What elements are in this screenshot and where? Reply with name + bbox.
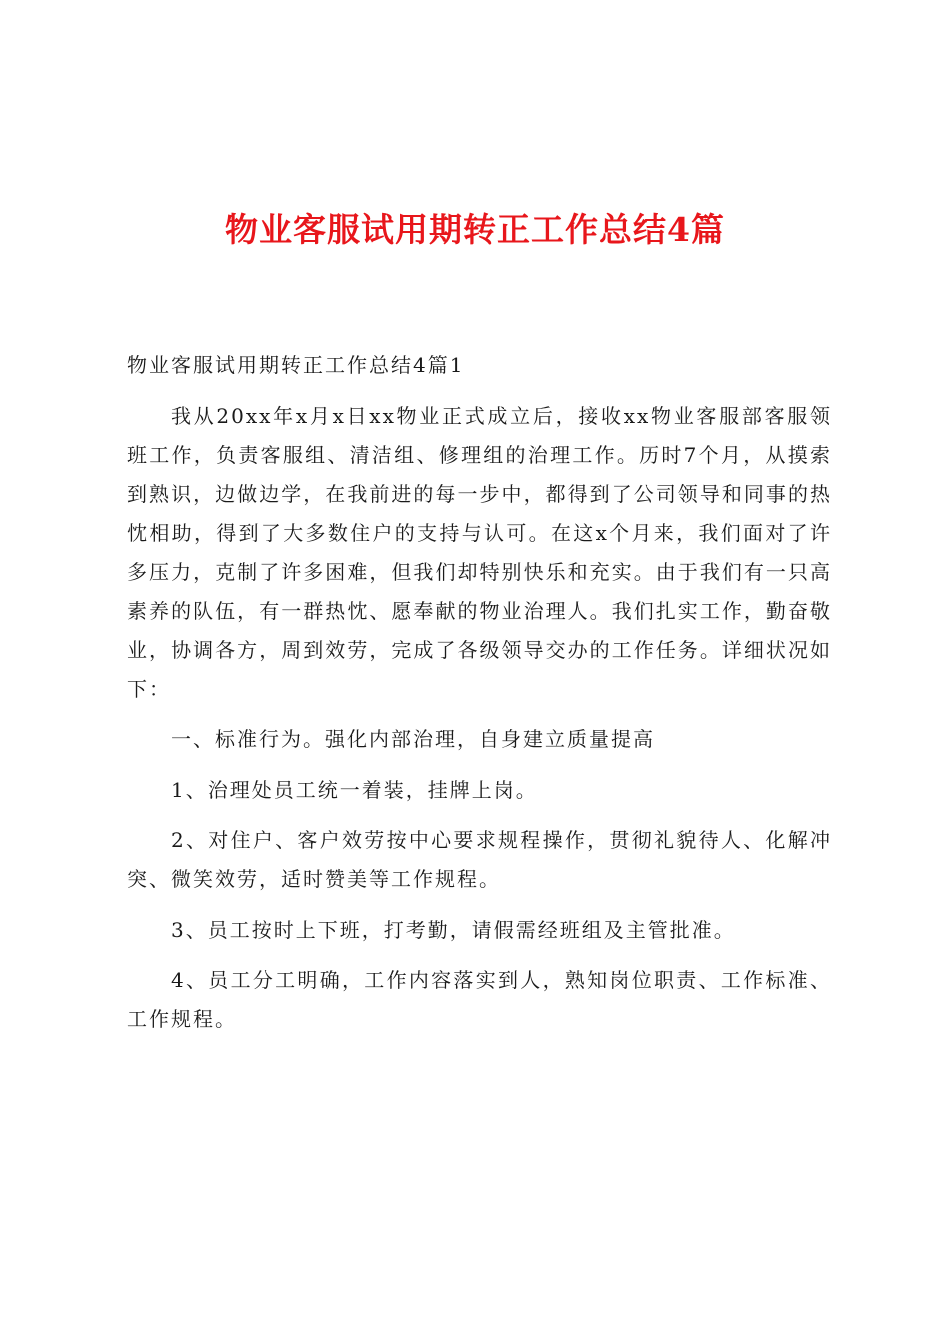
paragraph-item-2: 2、对住户、客户效劳按中心要求规程操作，贯彻礼貌待人、化解冲突、微笑效劳，适时赞美等工作规程。 bbox=[127, 828, 832, 891]
paragraph-item-heading: 一、标准行为。强化内部治理，自身建立质量提高 bbox=[171, 727, 655, 751]
paragraph-intro: 我从20xx年x月x日xx物业正式成立后，接收xx物业客服部客服领班工作，负责客服组、清洁组、修理组的治理工作。历时7个月，从摸索到熟识，边做边学，在我前进的每一步中，都得到了公司领导和同事的热忱相助，得到了大多数住户的支持与认可。在这x个月来，我们面对了许多压力，克制了许多困难，但我们却特别快乐和充实。由于我们有一只高素养的队伍，有一群热忱、愿奉献的物业治理人。我们扎实工作，勤奋敬业，协调各方，周到效劳，完成了各级领导交办的工作任务。详细状况如下： bbox=[127, 403, 832, 701]
paragraph-item-1: 1、治理处员工统一着装，挂牌上岗。 bbox=[171, 777, 538, 802]
paragraph-item-4: 4、员工分工明确，工作内容落实到人，熟知岗位职责、工作标准、工作规程。 bbox=[127, 968, 832, 1031]
document-body bbox=[127, 346, 832, 1051]
section-heading: 物业客服试用期转正工作总结4篇1 bbox=[127, 353, 465, 377]
document-title: 物业客服试用期转正工作总结4篇 bbox=[225, 210, 725, 249]
paragraph-item-3: 3、员工按时上下班，打考勤，请假需经班组及主管批准。 bbox=[171, 917, 736, 942]
